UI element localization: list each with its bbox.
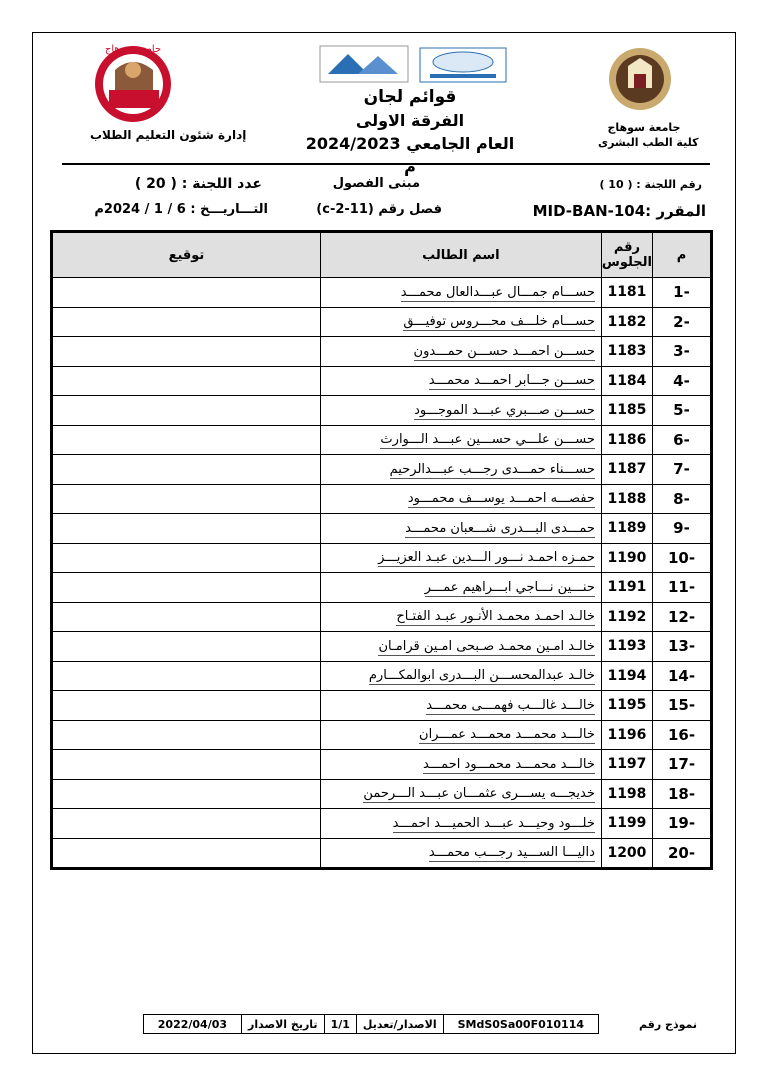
student-name-cell bbox=[320, 396, 601, 426]
row-number: -3 bbox=[653, 337, 712, 367]
student-name: حســـن علـــي حســـين عبـــد الـــوارث bbox=[380, 432, 595, 448]
classroom-number: فصل رقم (c-2-11) bbox=[316, 202, 442, 217]
row-number: -4 bbox=[653, 366, 712, 396]
table-row bbox=[52, 455, 712, 485]
signature-cell[interactable] bbox=[52, 425, 321, 455]
student-name: خالـــد محمـــد محمـــد عمـــران bbox=[419, 727, 595, 743]
building-name: مبنى الفصول bbox=[332, 176, 420, 191]
student-roster-table bbox=[50, 230, 713, 870]
student-name: خالـد امـين محمـد صـبحى امـين قرامـان bbox=[378, 638, 595, 654]
row-number: -5 bbox=[653, 396, 712, 426]
student-name-cell bbox=[320, 484, 601, 514]
course-code: المقرر :MID-BAN-104 bbox=[532, 202, 706, 220]
col-seat-header bbox=[601, 232, 652, 278]
signature-cell[interactable] bbox=[52, 632, 321, 662]
form-footer bbox=[80, 1014, 703, 1034]
seat-number: 1183 bbox=[601, 337, 652, 367]
table-row bbox=[52, 396, 712, 426]
student-name: خلـــود وحيـــد عبـــد الحميـــد احمـــد bbox=[392, 815, 595, 831]
signature-cell[interactable] bbox=[52, 809, 321, 839]
student-name-cell bbox=[320, 514, 601, 544]
row-number: -1 bbox=[653, 278, 712, 308]
table-row bbox=[52, 720, 712, 750]
row-number: -9 bbox=[653, 514, 712, 544]
seat-number: 1197 bbox=[601, 750, 652, 780]
seat-number: 1184 bbox=[601, 366, 652, 396]
table-row bbox=[52, 573, 712, 603]
student-name: حســـن جـــابر احمـــد محمـــد bbox=[428, 373, 595, 389]
student-name: خالـد عبدالمحســـن البـــدرى ابوالمكـــارم bbox=[368, 668, 595, 684]
student-name: حســـناء حمـــدى رجـــب عبـــدالرحيم bbox=[389, 461, 595, 477]
edition-value: 1/1 bbox=[324, 1015, 356, 1034]
row-number: -8 bbox=[653, 484, 712, 514]
seat-number: 1200 bbox=[601, 838, 652, 869]
col-name-header: اسم الطالب bbox=[320, 232, 601, 278]
seat-number: 1189 bbox=[601, 514, 652, 544]
logo-left-caption: جامعة سوهاج bbox=[104, 44, 162, 55]
student-name: خالـــد غالـــب فهمـــى محمـــد bbox=[426, 697, 595, 713]
issue-date: 2022/04/03 bbox=[143, 1015, 241, 1034]
student-name-cell bbox=[320, 366, 601, 396]
seat-number: 1195 bbox=[601, 691, 652, 721]
signature-cell[interactable] bbox=[52, 750, 321, 780]
table-row bbox=[52, 307, 712, 337]
seat-number: 1190 bbox=[601, 543, 652, 573]
student-name-cell bbox=[320, 632, 601, 662]
row-number: -2 bbox=[653, 307, 712, 337]
table-row bbox=[52, 484, 712, 514]
seat-number: 1198 bbox=[601, 779, 652, 809]
student-name: خالـد احمـد محمـد الأنـور عبـد الفتـاح bbox=[396, 609, 595, 625]
signature-cell[interactable] bbox=[52, 543, 321, 573]
student-name: حســـام جمـــال عبـــدالعال محمـــد bbox=[400, 284, 595, 300]
table-row bbox=[52, 543, 712, 573]
table-row bbox=[52, 661, 712, 691]
row-number: -13 bbox=[653, 632, 712, 662]
table-row bbox=[52, 278, 712, 308]
signature-cell[interactable] bbox=[52, 455, 321, 485]
signature-cell[interactable] bbox=[52, 602, 321, 632]
signature-cell[interactable] bbox=[52, 484, 321, 514]
seat-number: 1188 bbox=[601, 484, 652, 514]
student-name: داليـــا الســـيد رجـــب محمـــد bbox=[428, 845, 595, 861]
edition-label: الاصدار/تعديل bbox=[356, 1015, 443, 1034]
seat-number: 1199 bbox=[601, 809, 652, 839]
table-row bbox=[52, 425, 712, 455]
signature-cell[interactable] bbox=[52, 514, 321, 544]
row-number: -16 bbox=[653, 720, 712, 750]
row-number: -19 bbox=[653, 809, 712, 839]
row-number: -7 bbox=[653, 455, 712, 485]
signature-cell[interactable] bbox=[52, 278, 321, 308]
row-number: -14 bbox=[653, 661, 712, 691]
student-name: خديجـــه يســـرى عثمـــان عبـــد الـــرحمن bbox=[363, 786, 595, 802]
signature-cell[interactable] bbox=[52, 573, 321, 603]
seat-number: 1186 bbox=[601, 425, 652, 455]
issue-date-label: تاريخ الاصدار bbox=[242, 1015, 325, 1034]
title-line-3: العام الجامعي 2024/2023 م bbox=[305, 134, 515, 176]
student-name: حمـــدى البـــدرى شـــعبان محمـــد bbox=[405, 520, 595, 536]
row-number: -15 bbox=[653, 691, 712, 721]
seat-number: 1187 bbox=[601, 455, 652, 485]
seat-number: 1192 bbox=[601, 602, 652, 632]
student-name-cell bbox=[320, 543, 601, 573]
signature-cell[interactable] bbox=[52, 366, 321, 396]
table-row bbox=[52, 337, 712, 367]
seat-number: 1182 bbox=[601, 307, 652, 337]
university-seal-logo bbox=[75, 40, 195, 124]
table-row bbox=[52, 632, 712, 662]
table-row bbox=[52, 691, 712, 721]
table-row bbox=[52, 779, 712, 809]
signature-cell[interactable] bbox=[52, 838, 321, 869]
signature-cell[interactable] bbox=[52, 720, 321, 750]
signature-cell[interactable] bbox=[52, 396, 321, 426]
form-code: SMdS0Sa00F010114 bbox=[443, 1015, 598, 1034]
faculty-name: كلية الطب البشرى bbox=[598, 136, 699, 149]
exam-date: التـــاريـــخ : 6 / 1 / 2024م bbox=[94, 202, 268, 217]
seat-number: 1191 bbox=[601, 573, 652, 603]
student-name-cell bbox=[320, 750, 601, 780]
student-name: حمـزه احمـد نـــور الـــدين عبـد العزيـــز bbox=[378, 550, 595, 566]
university-name: جامعة سوهاج bbox=[607, 121, 681, 134]
title-line-2: الفرقة الاولى bbox=[355, 111, 465, 130]
table-row bbox=[52, 750, 712, 780]
table-row bbox=[52, 838, 712, 869]
signature-cell[interactable] bbox=[52, 337, 321, 367]
row-number: -11 bbox=[653, 573, 712, 603]
student-name-cell bbox=[320, 307, 601, 337]
col-seat-header-line1: رقم bbox=[613, 240, 641, 255]
student-name: حنـــين نـــاجي ابـــراهيم عمـــر bbox=[424, 579, 595, 595]
student-name-cell bbox=[320, 602, 601, 632]
student-name-cell bbox=[320, 425, 601, 455]
student-name-cell bbox=[320, 661, 601, 691]
roster-body bbox=[52, 278, 712, 869]
student-name: حفصـــه احمـــد يوســـف محمـــود bbox=[407, 491, 595, 507]
signature-cell[interactable] bbox=[52, 307, 321, 337]
signature-cell[interactable] bbox=[52, 661, 321, 691]
header-divider bbox=[62, 163, 710, 165]
table-row bbox=[52, 809, 712, 839]
certification-logos bbox=[318, 44, 508, 86]
table-row bbox=[52, 514, 712, 544]
student-name-cell bbox=[320, 278, 601, 308]
footer-table bbox=[143, 1014, 703, 1034]
student-name-cell bbox=[320, 455, 601, 485]
student-name: خالـــد محمـــد محمـــود احمـــد bbox=[422, 756, 595, 772]
student-name-cell bbox=[320, 720, 601, 750]
student-name-cell bbox=[320, 809, 601, 839]
table-row bbox=[52, 366, 712, 396]
student-name-cell bbox=[320, 691, 601, 721]
affairs-office-label: إدارة شئون التعليم الطلاب bbox=[90, 128, 247, 142]
committee-number: رقم اللجنة : ( 10 ) bbox=[599, 178, 702, 191]
row-number: -18 bbox=[653, 779, 712, 809]
col-signature-header: توقيع bbox=[52, 232, 321, 278]
seat-number: 1181 bbox=[601, 278, 652, 308]
student-name-cell bbox=[320, 779, 601, 809]
row-number: -6 bbox=[653, 425, 712, 455]
seat-number: 1196 bbox=[601, 720, 652, 750]
committee-count: عدد اللجنة : ( 20 ) bbox=[134, 176, 262, 192]
signature-cell[interactable] bbox=[52, 779, 321, 809]
table-header-row bbox=[52, 232, 712, 278]
student-name-cell bbox=[320, 573, 601, 603]
signature-cell[interactable] bbox=[52, 691, 321, 721]
col-seat-header-line2: الجلوس bbox=[601, 255, 652, 270]
table-row bbox=[52, 602, 712, 632]
row-number: -20 bbox=[653, 838, 712, 869]
form-number-label: نموذج رقم bbox=[639, 1017, 697, 1031]
seat-number: 1185 bbox=[601, 396, 652, 426]
row-number: -10 bbox=[653, 543, 712, 573]
seat-number: 1193 bbox=[601, 632, 652, 662]
university-faculty-label bbox=[598, 120, 699, 150]
col-number-header: م bbox=[653, 232, 712, 278]
student-name: حســـن احمـــد حســـن حمـــدون bbox=[413, 343, 595, 359]
title-line-1: قوائم لجان bbox=[363, 87, 457, 107]
student-name-cell bbox=[320, 838, 601, 869]
row-number: -12 bbox=[653, 602, 712, 632]
row-number: -17 bbox=[653, 750, 712, 780]
seat-number: 1194 bbox=[601, 661, 652, 691]
faculty-emblem-logo bbox=[604, 46, 676, 112]
student-name: حســـن صـــبري عبـــد الموجـــود bbox=[414, 402, 595, 418]
student-name: حســـام خلـــف محـــروس توفيـــق bbox=[403, 314, 595, 330]
student-name-cell bbox=[320, 337, 601, 367]
